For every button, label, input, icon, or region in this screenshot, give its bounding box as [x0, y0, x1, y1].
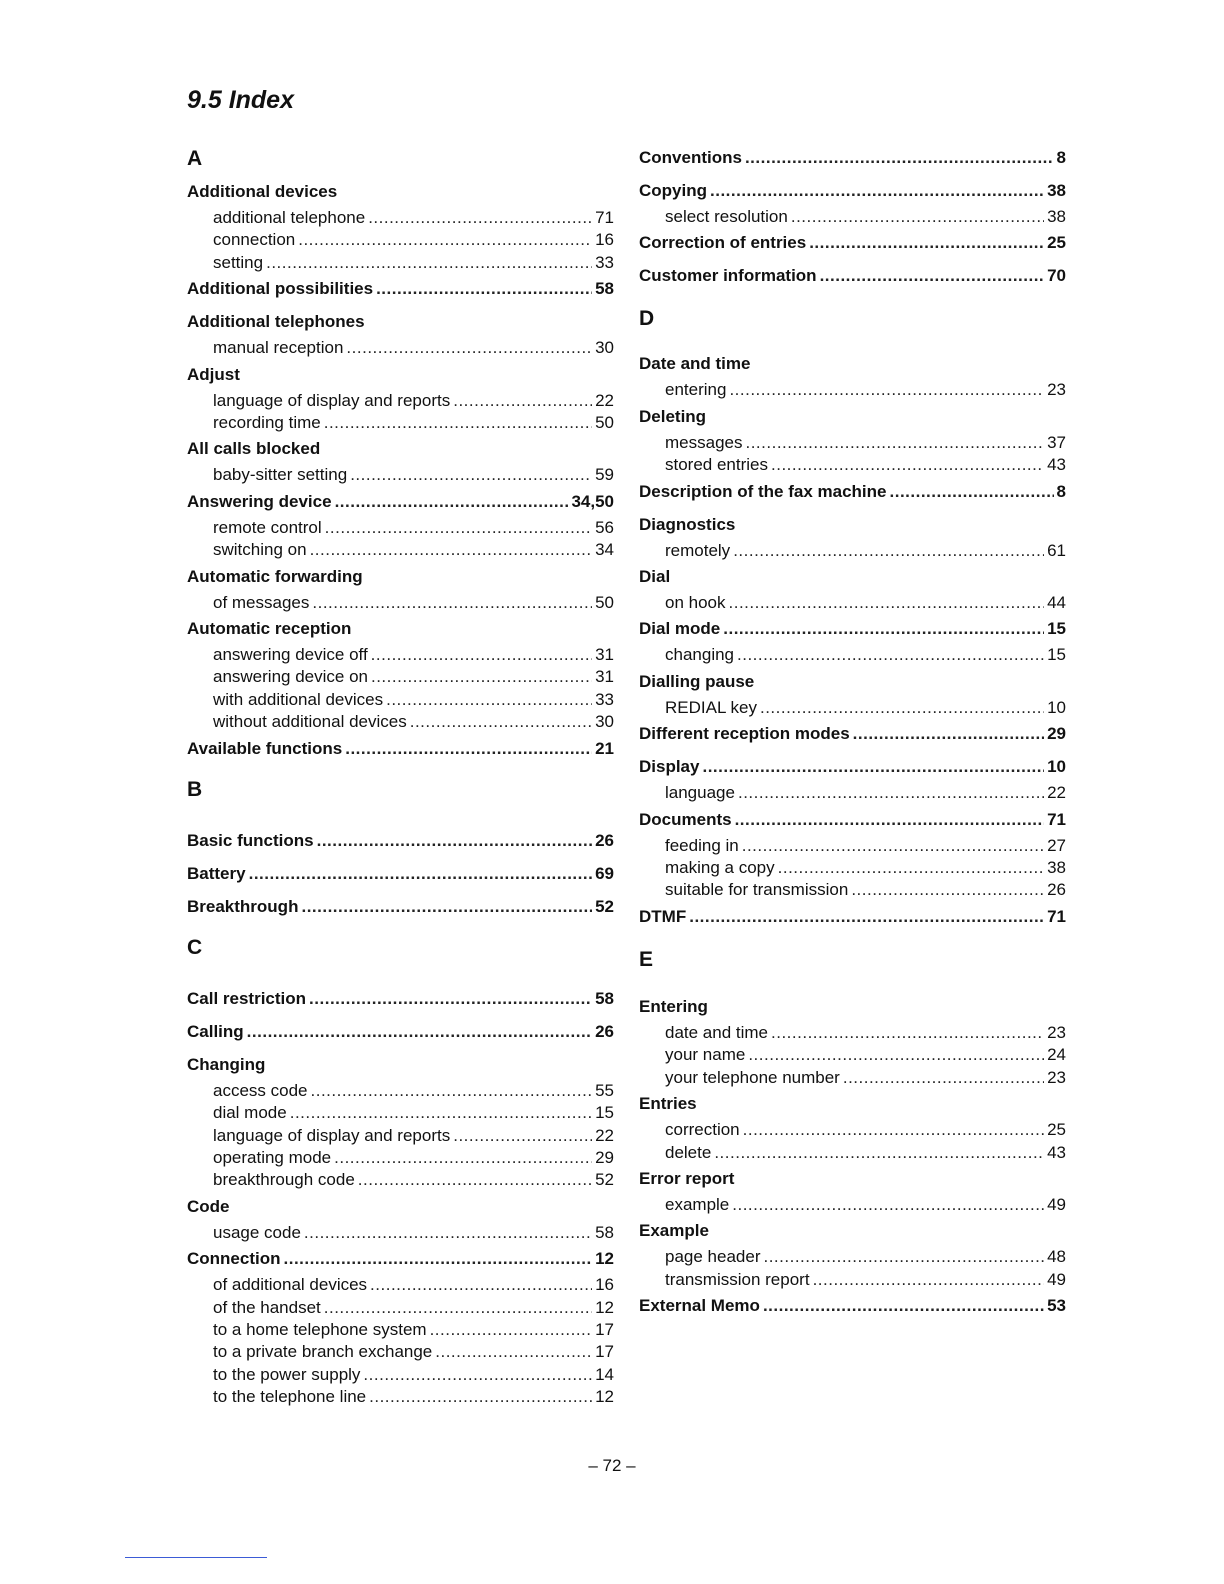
index-subentry: to a private branch exchange ..... 17 [187, 1341, 614, 1363]
index-subentry: without additional devices ..... 30 [187, 711, 614, 733]
index-subentry: switching on ..... 34 [187, 539, 614, 561]
index-heading: Dial [639, 567, 671, 587]
index-heading: Copying ..... 38 [639, 179, 1066, 203]
section-letter-c: C [187, 935, 203, 959]
index-subentry: to the telephone line ..... 12 [187, 1386, 614, 1408]
index-subentry: recording time ..... 50 [187, 412, 614, 434]
index-subentry: breakthrough code ..... 52 [187, 1169, 614, 1191]
index-subentry: usage code ..... 58 [187, 1222, 614, 1244]
index-subentry: language of display and reports ..... 22 [187, 1125, 614, 1147]
index-subentry: your name ..... 24 [639, 1044, 1066, 1066]
index-heading: External Memo ..... 53 [639, 1294, 1066, 1318]
page-title: 9.5 Index [187, 86, 294, 114]
index-heading: Calling ..... 26 [187, 1020, 614, 1044]
index-subentry: example ..... 49 [639, 1194, 1066, 1216]
index-heading: Answering device ..... 34,50 [187, 490, 614, 514]
index-subentry: setting ..... 33 [187, 252, 614, 274]
index-subentry: manual reception ..... 30 [187, 337, 614, 359]
index-heading: Connection ..... 12 [187, 1247, 614, 1271]
index-subentry: language of display and reports ..... 22 [187, 390, 614, 412]
index-heading: Example [639, 1221, 709, 1241]
index-heading: Dial mode ..... 15 [639, 617, 1066, 641]
section-letter-e: E [639, 947, 654, 971]
index-subentry: messages ..... 37 [639, 432, 1066, 454]
page-number: – 72 – [588, 1456, 636, 1475]
index-heading: All calls blocked [187, 439, 321, 459]
index-heading: Deleting [639, 406, 707, 426]
index-subentry: page header ..... 48 [639, 1246, 1066, 1268]
index-heading: Entries [639, 1094, 697, 1114]
index-heading: Date and time [639, 354, 751, 374]
index-heading: Battery ..... 69 [187, 862, 614, 886]
index-heading: Error report [639, 1168, 735, 1188]
index-subentry: answering device off ..... 31 [187, 644, 614, 666]
index-heading: Description of the fax machine ..... 8 [639, 480, 1066, 504]
index-subentry: to a home telephone system ..... 17 [187, 1319, 614, 1341]
index-heading: Basic functions ..... 26 [187, 829, 614, 853]
section-letter-a: A [187, 147, 203, 170]
index-column-right [639, 140, 1066, 1318]
index-heading: Automatic reception [187, 619, 352, 639]
index-heading: Additional telephones [187, 312, 365, 332]
footnote-rule [125, 1557, 267, 1558]
index-heading: Automatic forwarding [187, 566, 363, 586]
index-heading: Correction of entries ..... 25 [639, 231, 1066, 255]
index-subentry: remote control ..... 56 [187, 517, 614, 539]
index-heading: Code [187, 1196, 230, 1216]
index-subentry: operating mode ..... 29 [187, 1147, 614, 1169]
section-letter-d: D [639, 307, 655, 331]
index-heading: Documents ..... 71 [639, 808, 1066, 832]
index-column-left [187, 140, 614, 1409]
index-subentry: baby-sitter setting ..... 59 [187, 464, 614, 486]
index-heading: Different reception modes ..... 29 [639, 722, 1066, 746]
index-subentry: REDIAL key ..... 10 [639, 697, 1066, 719]
section-letter-b: B [187, 777, 203, 801]
index-heading: Adjust [187, 364, 240, 384]
index-heading: Dialling pause [639, 671, 755, 691]
index-heading: Customer information ..... 70 [639, 264, 1066, 288]
index-subentry: access code ..... 55 [187, 1080, 614, 1102]
index-heading: Changing [187, 1054, 266, 1074]
index-subentry: connection ..... 16 [187, 229, 614, 251]
index-subentry: with additional devices ..... 33 [187, 689, 614, 711]
index-heading: Additional possibilities ..... 58 [187, 277, 614, 301]
index-subentry: correction ..... 25 [639, 1119, 1066, 1141]
index-subentry: language ..... 22 [639, 782, 1066, 804]
index-subentry: stored entries ..... 43 [639, 454, 1066, 476]
index-subentry: on hook ..... 44 [639, 592, 1066, 614]
index-subentry: remotely ..... 61 [639, 540, 1066, 562]
index-subentry: delete ..... 43 [639, 1142, 1066, 1164]
index-subentry: additional telephone ..... 71 [187, 207, 614, 229]
index-heading: Entering [639, 996, 708, 1016]
index-subentry: changing ..... 15 [639, 644, 1066, 666]
index-heading: Available functions ..... 21 [187, 737, 614, 761]
index-subentry: of additional devices ..... 16 [187, 1274, 614, 1296]
index-subentry: entering ..... 23 [639, 379, 1066, 401]
index-subentry: select resolution ..... 38 [639, 206, 1066, 228]
index-subentry: answering device on ..... 31 [187, 666, 614, 688]
index-heading: Conventions ..... 8 [639, 146, 1066, 170]
index-heading: Additional devices [187, 182, 338, 201]
index-heading: DTMF ..... 71 [639, 905, 1066, 929]
index-subentry: of messages ..... 50 [187, 592, 614, 614]
index-subentry: feeding in ..... 27 [639, 835, 1066, 857]
index-heading: Call restriction ..... 58 [187, 987, 614, 1011]
index-heading: Diagnostics [639, 514, 736, 534]
index-subentry: to the power supply ..... 14 [187, 1364, 614, 1386]
index-subentry: dial mode ..... 15 [187, 1102, 614, 1124]
index-heading: Display ..... 10 [639, 755, 1066, 779]
index-subentry: of the handset ..... 12 [187, 1297, 614, 1319]
index-subentry: suitable for transmission ..... 26 [639, 879, 1066, 901]
index-subentry: making a copy ..... 38 [639, 857, 1066, 879]
index-heading: Breakthrough ..... 52 [187, 895, 614, 919]
index-subentry: date and time ..... 23 [639, 1022, 1066, 1044]
index-subentry: your telephone number ..... 23 [639, 1067, 1066, 1089]
index-subentry: transmission report ..... 49 [639, 1269, 1066, 1291]
